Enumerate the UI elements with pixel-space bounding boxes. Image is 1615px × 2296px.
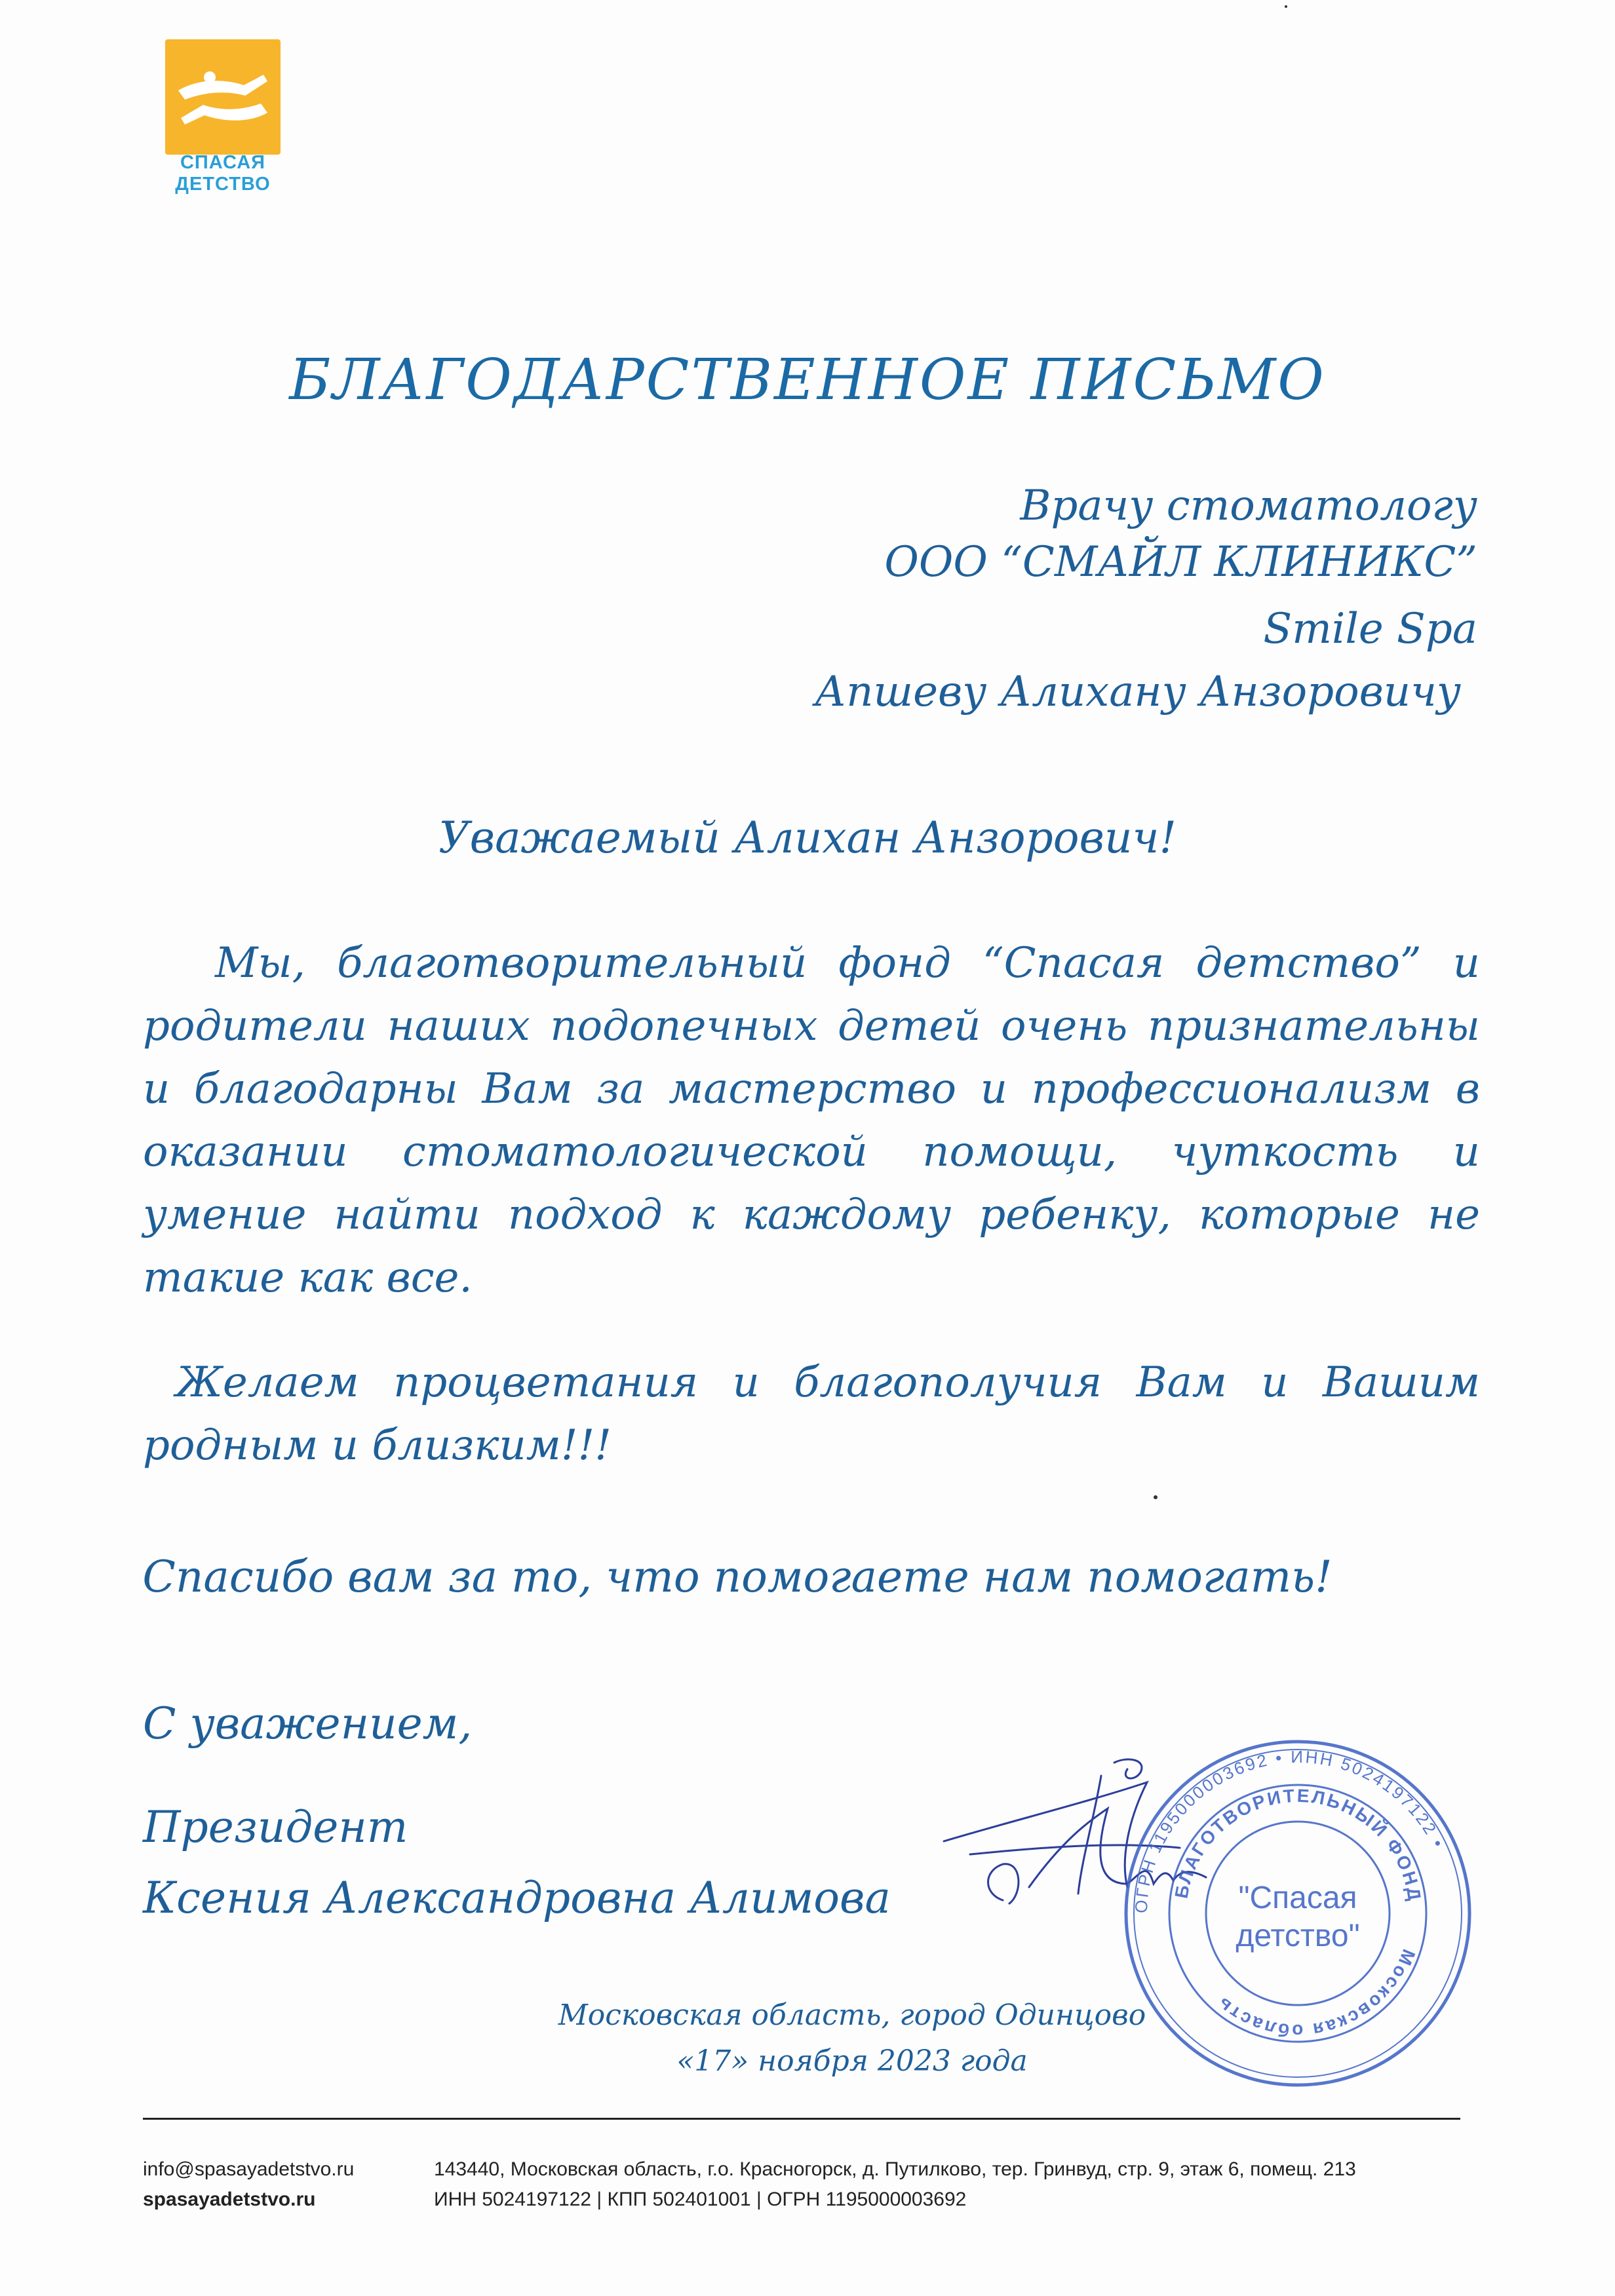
addressee-position: Врачу стоматологу bbox=[1020, 482, 1477, 530]
addressee-name: Апшеву Алихану Анзоровичу bbox=[814, 668, 1461, 716]
signer-name: Ксения Александровна Алимова bbox=[143, 1873, 891, 1923]
body-paragraph-2: Желаем процветания и благополучия Вам и Вашим родным и близким!!! bbox=[143, 1358, 1480, 1470]
footer-contacts bbox=[143, 2154, 354, 2215]
place-line: Московская область, город Одинцово bbox=[558, 1999, 1146, 2032]
addressee-brand: Smile Spa bbox=[1263, 605, 1477, 653]
scan-speck bbox=[1154, 1495, 1158, 1499]
stamp-foundation-text: БЛАГОТВОРИТЕЛЬНЫЙ ФОНД bbox=[1171, 1785, 1426, 1904]
date-line: «17» ноября 2023 года bbox=[676, 2044, 1028, 2078]
stamp-center-line-1: "Спасая bbox=[1238, 1881, 1357, 1915]
footer-details bbox=[434, 2154, 1356, 2215]
stamp-region-text: Московская область bbox=[1211, 1946, 1420, 2042]
logo-text: СПАСАЯ ДЕТСТВО bbox=[175, 152, 271, 195]
organization-stamp bbox=[1114, 1730, 1481, 2097]
svg-text:Московская область bbox=[1212, 1946, 1419, 2041]
greeting: Уважаемый Алихан Анзорович! bbox=[438, 813, 1177, 863]
footer-site: spasayadetstvo.ru bbox=[143, 2189, 316, 2210]
footer-email: info@spasayadetstvo.ru bbox=[143, 2158, 355, 2180]
body-paragraph-1: Мы, благотворительный фонд “Спасая детство” и родители наших подопечных детей очень признательны и благодарны Вам за мастерство и профессионализм в оказании стоматологической помощи, чуткость и умение найти подход к каждому ребенку, которые не такие как все. bbox=[143, 939, 1480, 1302]
addressee-company: ООО “СМАЙЛ КЛИНИКС” bbox=[884, 538, 1477, 586]
footer-requisites: ИНН 5024197122 | КПП 502401001 | ОГРН 1195000003692 bbox=[434, 2189, 967, 2210]
hands-heart-logo-icon bbox=[165, 39, 281, 155]
footer-divider bbox=[143, 2118, 1460, 2120]
scan-speck bbox=[1285, 5, 1287, 8]
footer-address: 143440, Московская область, г.о. Красногорск, д. Путилково, тер. Гринвуд, стр. 9, этаж 6, помещ. 213 bbox=[434, 2158, 1356, 2180]
regards-line: С уважением, bbox=[143, 1698, 473, 1749]
stamp-outer-text: ОГРН 1195000003692 • ИНН 5024197122 • bbox=[1131, 1746, 1449, 1914]
stamp-center-line-2: детство" bbox=[1236, 1919, 1360, 1953]
thanks-line: Спасибо вам за то, что помогаете нам помогать! bbox=[142, 1552, 1333, 1602]
signer-position: Президент bbox=[143, 1802, 408, 1852]
letter-title: БЛАГОДАРСТВЕННОЕ ПИСЬМО bbox=[289, 347, 1326, 413]
